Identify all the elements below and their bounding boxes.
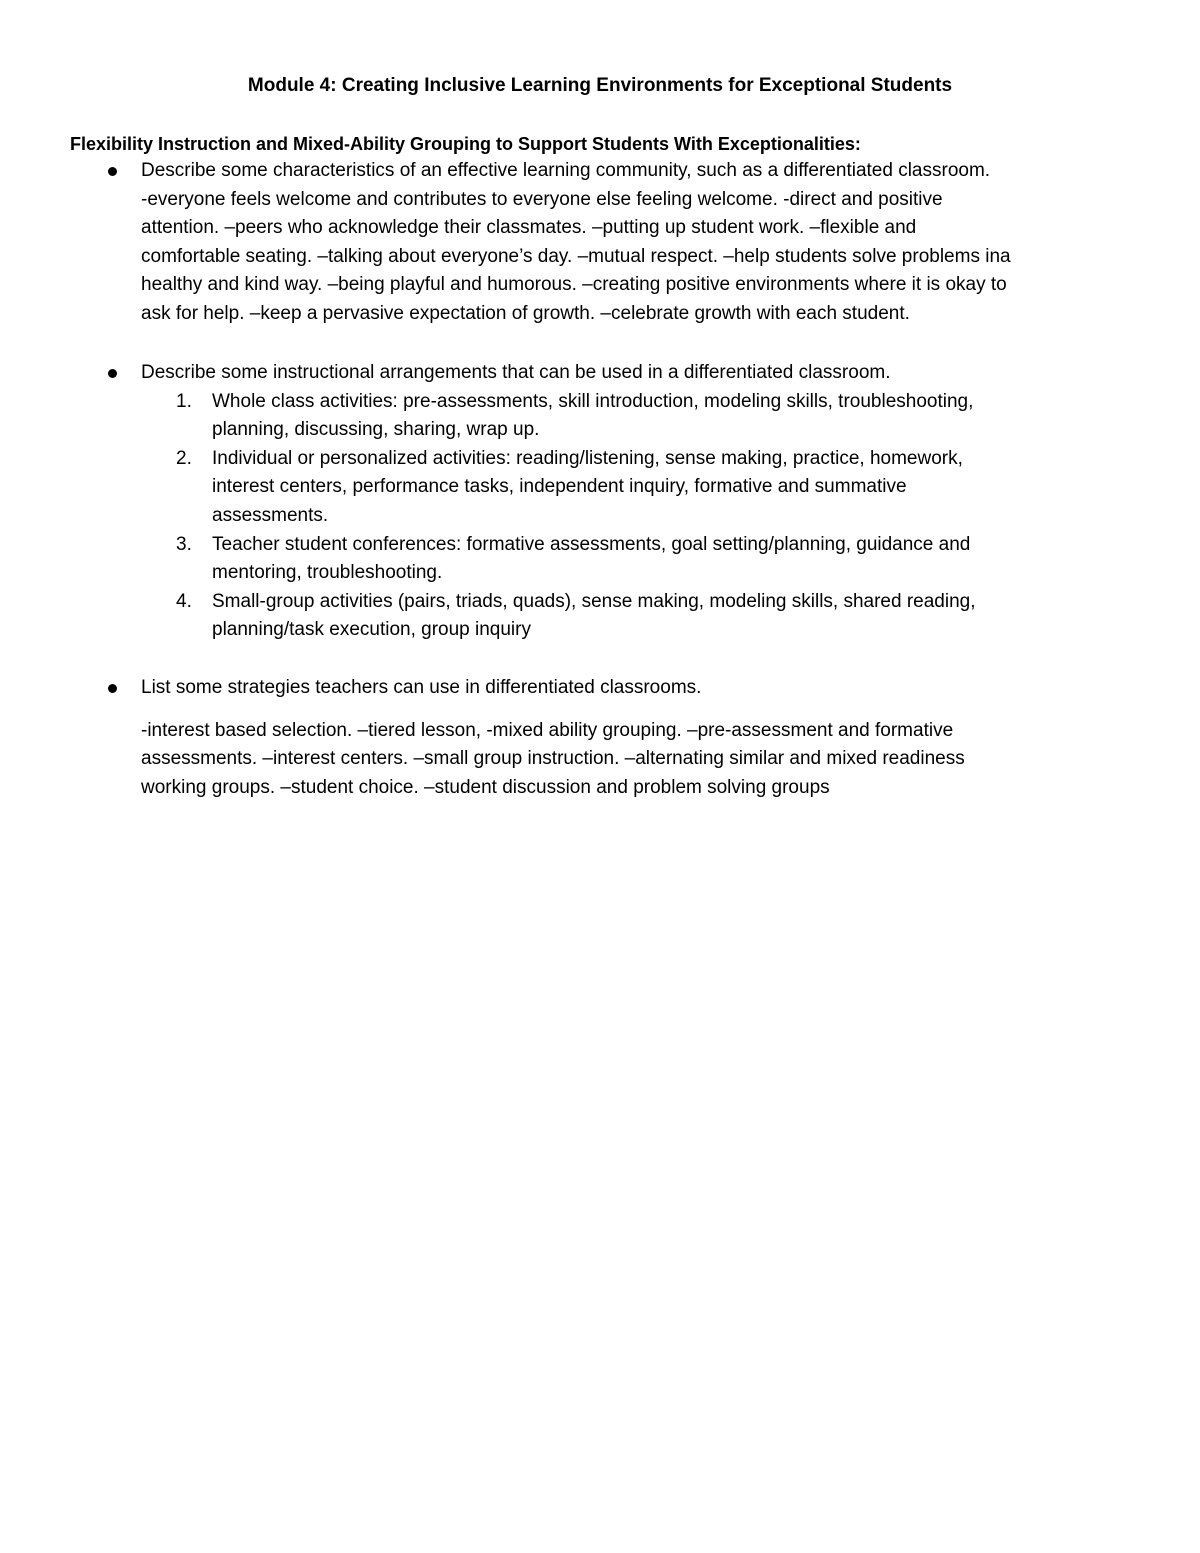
- text-line: ask for help. –keep a pervasive expectation of growth. –celebrate growth with each student.: [141, 302, 910, 324]
- text-line: working groups. –student choice. –student discussion and problem solving groups: [141, 776, 830, 798]
- list-item: [141, 531, 1141, 588]
- text-line: Describe some instructional arrangements that can be used in a differentiated classroom.: [141, 362, 891, 383]
- text-line: Small-group activities (pairs, triads, quads), sense making, modeling skills, shared reading,: [212, 590, 976, 612]
- text-line: assessments. –interest centers. –small group instruction. –alternating similar and mixed readiness: [141, 748, 965, 770]
- bullet-item-strategies: [141, 674, 1141, 802]
- text-line: interest centers, performance tasks, independent inquiry, formative and summative: [212, 476, 907, 498]
- list-item: [141, 388, 1141, 445]
- text-line: planning/task execution, group inquiry: [212, 619, 531, 641]
- text-line: Teacher student conferences: formative assessments, goal setting/planning, guidance and: [212, 533, 971, 555]
- text-line: List some strategies teachers can use in differentiated classrooms.: [141, 677, 702, 698]
- list-number: 2.: [176, 447, 192, 469]
- list-item: [141, 588, 1141, 645]
- text-line: comfortable seating. –talking about everyone’s day. –mutual respect. –help students solve problems ina: [141, 245, 1011, 267]
- bullet-dot-icon: [108, 167, 117, 176]
- list-number: 3.: [176, 533, 192, 555]
- list-number: 1.: [176, 390, 192, 412]
- numbered-list: [141, 388, 1141, 645]
- text-line: planning, discussing, sharing, wrap up.: [212, 419, 540, 441]
- text-line: Describe some characteristics of an effective learning community, such as a differentiated classroom.: [141, 160, 991, 181]
- text-line: healthy and kind way. –being playful and humorous. –creating positive environments where it is okay to: [141, 274, 1007, 296]
- bullet-item-instructional-arrangements: [141, 359, 1141, 645]
- text-line: -everyone feels welcome and contributes to everyone else feeling welcome. -direct and positive: [141, 188, 943, 210]
- text-line: -interest based selection. –tiered lesson, -mixed ability grouping. –pre-assessment and formative: [141, 719, 954, 741]
- strategies-paragraph: [141, 717, 1141, 803]
- bullet-dot-icon: [108, 684, 117, 693]
- text-line: assessments.: [212, 504, 329, 526]
- list-number: 4.: [176, 590, 192, 612]
- section-heading: Flexibility Instruction and Mixed-Ability Grouping to Support Students With Exceptionalities:: [70, 134, 861, 154]
- text-line: mentoring, troubleshooting.: [212, 562, 443, 584]
- page-title: Module 4: Creating Inclusive Learning Environments for Exceptional Students: [247, 75, 953, 96]
- text-line: attention. –peers who acknowledge their classmates. –putting up student work. –flexible and: [141, 217, 917, 239]
- list-item: [141, 445, 1141, 531]
- bullet-item-characteristics: [141, 157, 1141, 329]
- bullet-dot-icon: [108, 369, 117, 378]
- text-line: Whole class activities: pre-assessments, skill introduction, modeling skills, troubleshooting,: [212, 390, 974, 412]
- text-line: Individual or personalized activities: reading/listening, sense making, practice, homework,: [212, 447, 963, 469]
